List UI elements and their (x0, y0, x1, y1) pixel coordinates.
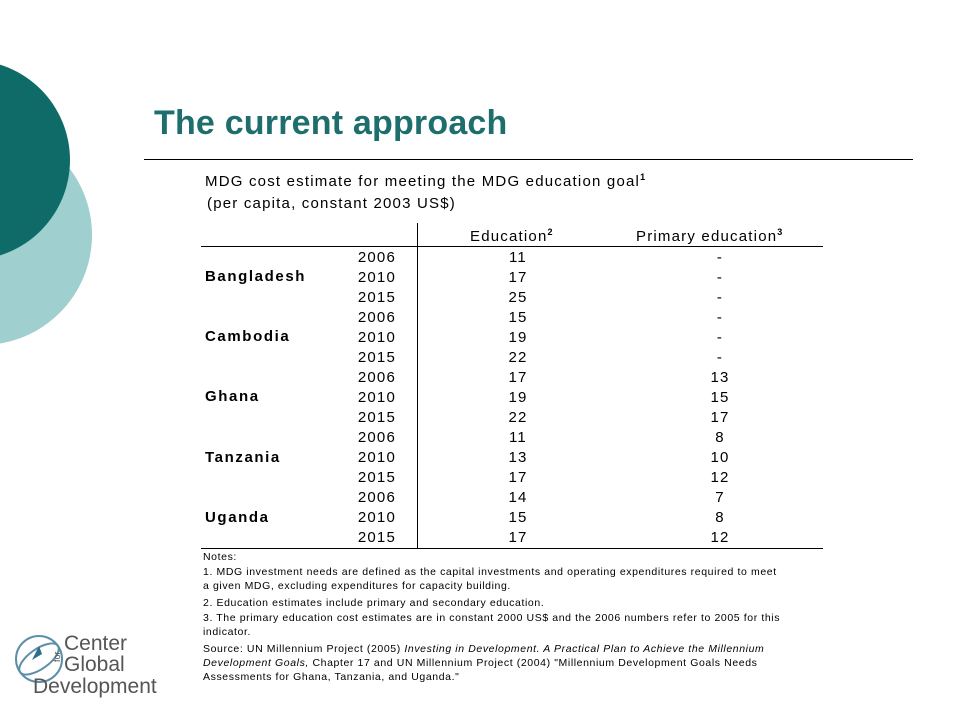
table-cell-education: 13 (508, 449, 528, 466)
table-title (205, 172, 645, 190)
title-divider (144, 159, 913, 160)
notes-heading: Notes: (203, 551, 237, 563)
table-cell-primary: - (716, 309, 724, 326)
logo-development: Development (33, 675, 157, 698)
table-cell-year: 2006 (357, 249, 396, 266)
table-cell-primary: - (716, 249, 724, 266)
logo-global: Global (64, 653, 125, 676)
country-label: Tanzania (205, 449, 281, 466)
table-subtitle: (per capita, constant 2003 US$) (207, 195, 456, 212)
country-label: Uganda (205, 509, 270, 526)
table-cell-education: 11 (509, 429, 527, 446)
decorative-circles (0, 0, 110, 400)
header-education-footnote: 2 (547, 227, 553, 237)
source-title-part-1: Investing in Development. A Practical Plan to Achieve the Millennium (404, 643, 765, 655)
note-3-line-1: 3. The primary education cost estimates are in constant 2000 US$ and the 2006 numbers refer to 2005 for this (203, 612, 781, 624)
table-cell-year: 2015 (357, 409, 396, 426)
source-line-2-rest: Chapter 17 and UN Millennium Project (2004) "Millennium Development Goals Needs (308, 657, 758, 669)
table-cell-primary: - (716, 289, 724, 306)
table-cell-year: 2010 (357, 389, 396, 406)
table-cell-year: 2006 (357, 429, 396, 446)
source-line-3: Assessments for Ghana, Tanzania, and Uganda." (203, 671, 460, 683)
table-cell-education: 11 (509, 249, 527, 266)
header-education-label: Education (470, 228, 548, 245)
table-cell-primary: 17 (710, 409, 730, 426)
table-cell-education: 19 (508, 329, 528, 346)
source-prefix: Source: UN Millennium Project (2005) (203, 643, 405, 655)
table-vertical-rule (417, 223, 418, 548)
logo-center: Center (64, 632, 128, 655)
table-cell-primary: 7 (715, 489, 725, 506)
table-cell-education: 17 (508, 469, 528, 486)
note-2: 2. Education estimates include primary and secondary education. (203, 597, 545, 609)
table-cell-year: 2010 (357, 329, 396, 346)
table-cell-primary: 15 (710, 389, 730, 406)
table-cell-education: 22 (508, 349, 528, 366)
table-cell-primary: 8 (715, 429, 725, 446)
table-cell-primary: 12 (710, 469, 730, 486)
source-line-1 (203, 642, 764, 656)
table-cell-education: 17 (508, 269, 528, 286)
header-primary-education (636, 227, 782, 245)
table-cell-primary: - (716, 329, 724, 346)
table-cell-year: 2010 (357, 449, 396, 466)
source-title-part-2: Development Goals, (203, 657, 309, 669)
country-label: Cambodia (205, 328, 291, 345)
table-cell-education: 14 (508, 489, 528, 506)
table-title-text: MDG cost estimate for meeting the MDG education goal (205, 173, 641, 190)
table-bottom-rule (201, 548, 823, 549)
logo-for: for (52, 651, 62, 662)
header-primary-label: Primary education (636, 228, 778, 245)
table-cell-primary: 8 (715, 509, 725, 526)
table-cell-year: 2015 (357, 289, 396, 306)
table-cell-year: 2015 (357, 349, 396, 366)
header-education (470, 227, 553, 245)
table-cell-year: 2006 (357, 489, 396, 506)
note-1-line-2: a given MDG, excluding expenditures for capacity building. (203, 580, 511, 592)
country-label: Bangladesh (205, 268, 307, 285)
table-cell-education: 22 (508, 409, 528, 426)
table-header-rule (201, 246, 823, 247)
page-title: The current approach (154, 104, 508, 142)
table-cell-primary: 12 (710, 529, 730, 546)
table-title-footnote: 1 (640, 172, 646, 182)
table-cell-education: 25 (508, 289, 528, 306)
header-primary-footnote: 3 (777, 227, 783, 237)
table-cell-education: 15 (508, 509, 528, 526)
table-cell-primary: 10 (710, 449, 730, 466)
table-cell-primary: - (716, 349, 724, 366)
table-cell-year: 2015 (357, 469, 396, 486)
table-cell-year: 2010 (357, 269, 396, 286)
table-cell-year: 2006 (357, 369, 396, 386)
table-cell-education: 17 (508, 369, 528, 386)
source-line-2 (203, 656, 758, 670)
table-cell-education: 17 (508, 529, 528, 546)
note-1-line-1: 1. MDG investment needs are defined as the capital investments and operating expenditures required to meet (203, 566, 777, 578)
table-cell-primary: 13 (710, 369, 730, 386)
note-3-line-2: indicator. (203, 626, 252, 638)
table-cell-primary: - (716, 269, 724, 286)
table-cell-year: 2006 (357, 309, 396, 326)
country-label: Ghana (205, 388, 260, 405)
table-cell-education: 19 (508, 389, 528, 406)
table-cell-education: 15 (508, 309, 528, 326)
table-cell-year: 2015 (357, 529, 396, 546)
table-cell-year: 2010 (357, 509, 396, 526)
